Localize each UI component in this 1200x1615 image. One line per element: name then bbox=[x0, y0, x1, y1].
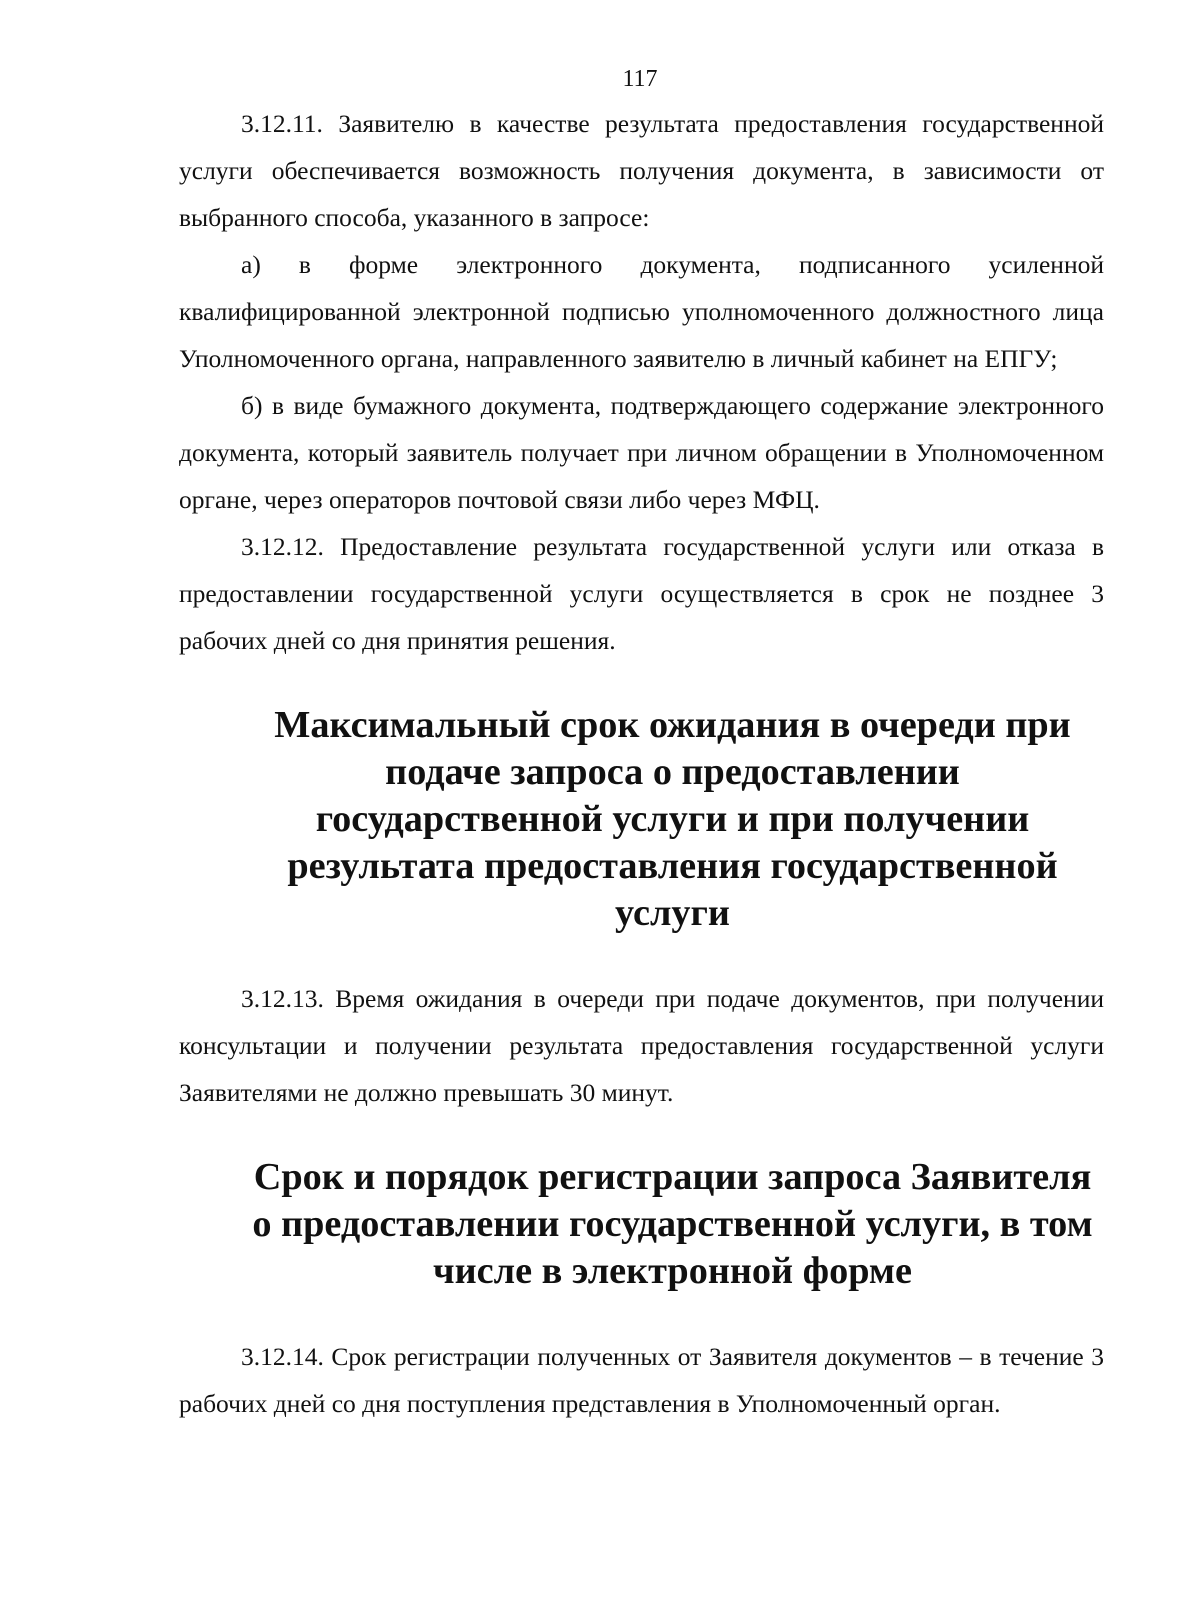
section-heading-waiting-time: Максимальный срок ожидания в очереди при подаче запроса о предоставлении государственной услуги и при получении результата предоставления государственной услуги bbox=[274, 704, 1071, 934]
section-heading-registration: Срок и порядок регистрации запроса Заявителя о предоставлении государственной услуги, в том числе в электронной форме bbox=[252, 1156, 1093, 1292]
paragraph-3-12-14: 3.12.14. Срок регистрации полученных от Заявителя документов – в течение 3 рабочих дней со дня поступления представления в Уполномоченный орган. bbox=[179, 1342, 1104, 1418]
list-item-b: б) в виде бумажного документа, подтверждающего содержание электронного документа, который заявитель получает при личном обращении в Уполномоченном органе, через операторов почтовой связи либо через МФЦ. bbox=[179, 391, 1104, 514]
document-body bbox=[179, 100, 1104, 1427]
paragraph-3-12-13: 3.12.13. Время ожидания в очереди при подаче документов, при получении консультации и получении результата предоставления государственной услуги Заявителями не должно превышать 30 минут. bbox=[179, 984, 1104, 1107]
paragraph-3-12-12: 3.12.12. Предоставление результата государственной услуги или отказа в предоставлении государственной услуги осуществляется в срок не позднее 3 рабочих дней со дня принятия решения. bbox=[179, 532, 1104, 655]
paragraph-3-12-11: 3.12.11. Заявителю в качестве результата предоставления государственной услуги обеспечивается возможность получения документа, в зависимости от выбранного способа, указанного в запросе: bbox=[179, 109, 1104, 232]
page-number: 117 bbox=[622, 66, 658, 92]
list-item-a: а) в форме электронного документа, подписанного усиленной квалифицированной электронной подписью уполномоченного должностного лица Уполномоченного органа, направленного заявителю в личный кабинет на ЕПГУ; bbox=[179, 250, 1104, 373]
